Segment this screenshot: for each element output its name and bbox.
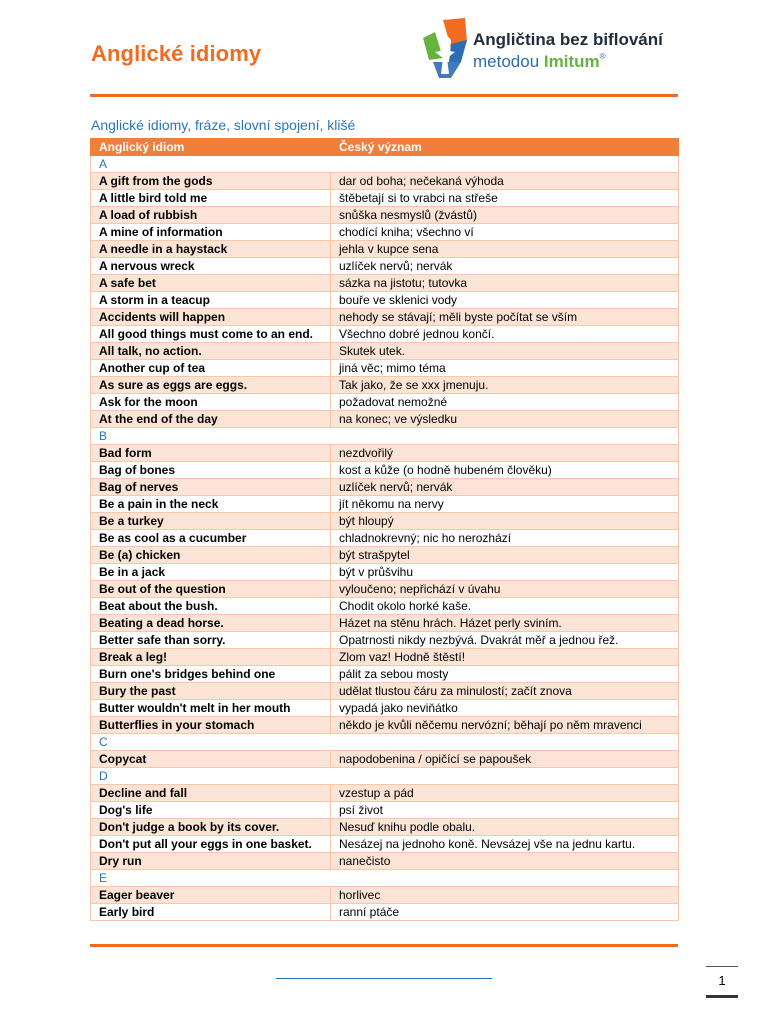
idiom-czech-meaning: Zlom vaz! Hodně štěstí! (331, 649, 679, 666)
table-row (91, 785, 679, 802)
table-row (91, 547, 679, 564)
logo-method (473, 52, 606, 72)
idiom-english: Burn one's bridges behind one (91, 666, 331, 683)
idiom-czech-meaning: vzestup a pád (331, 785, 679, 802)
idiom-czech-meaning: být v průšvihu (331, 564, 679, 581)
table-row (91, 479, 679, 496)
column-header-english: Anglický idiom (91, 139, 331, 156)
idiom-english: All good things must come to an end. (91, 326, 331, 343)
section-letter: D (91, 768, 679, 785)
idiom-czech-meaning: jehla v kupce sena (331, 241, 679, 258)
idiom-czech-meaning: kost a kůže (o hodně hubeném člověku) (331, 462, 679, 479)
table-row (91, 343, 679, 360)
idiom-english: Butterflies in your stomach (91, 717, 331, 734)
table-row (91, 224, 679, 241)
idiom-czech-meaning: psí život (331, 802, 679, 819)
idiom-czech-meaning: napodobenina / opičící se papoušek (331, 751, 679, 768)
table-row (91, 241, 679, 258)
idiom-english: Be in a jack (91, 564, 331, 581)
idiom-english: A storm in a teacup (91, 292, 331, 309)
letter-section-row (91, 768, 679, 785)
table-row (91, 292, 679, 309)
table-row (91, 496, 679, 513)
idiom-czech-meaning: Nesázej na jednoho koně. Nevsázej vše na jednu kartu. (331, 836, 679, 853)
idiom-english: Better safe than sorry. (91, 632, 331, 649)
table-row (91, 802, 679, 819)
table-row (91, 819, 679, 836)
page-number-box (706, 966, 738, 998)
idiom-english: A nervous wreck (91, 258, 331, 275)
logo-method-prefix: metodou (473, 52, 544, 71)
idiom-english: Eager beaver (91, 887, 331, 904)
table-header-row (91, 139, 679, 156)
table-row (91, 666, 679, 683)
table-row (91, 649, 679, 666)
idiom-english: Be (a) chicken (91, 547, 331, 564)
table-row (91, 751, 679, 768)
table-row (91, 632, 679, 649)
idiom-english: As sure as eggs are eggs. (91, 377, 331, 394)
table-row (91, 190, 679, 207)
idiom-czech-meaning: Házet na stěnu hrách. Házet perly sviním. (331, 615, 679, 632)
idiom-english: At the end of the day (91, 411, 331, 428)
table-row (91, 564, 679, 581)
idiom-english: Bury the past (91, 683, 331, 700)
idiom-english: Be out of the question (91, 581, 331, 598)
idiom-czech-meaning: Tak jako, že se xxx jmenuju. (331, 377, 679, 394)
table-row (91, 360, 679, 377)
idiom-czech-meaning: snůška nesmyslů (žvástů) (331, 207, 679, 224)
idiom-english: A load of rubbish (91, 207, 331, 224)
idiom-czech-meaning: uzlíček nervů; nervák (331, 258, 679, 275)
idiom-english: Break a leg! (91, 649, 331, 666)
logo-tagline: Angličtina bez biflování (473, 30, 663, 49)
table-row (91, 309, 679, 326)
idiom-czech-meaning: udělat tlustou čáru za minulostí; začít znova (331, 683, 679, 700)
idiom-english: Don't put all your eggs in one basket. (91, 836, 331, 853)
idiom-english: All talk, no action. (91, 343, 331, 360)
idiom-czech-meaning: dar od boha; nečekaná výhoda (331, 173, 679, 190)
table-row (91, 700, 679, 717)
table-row (91, 462, 679, 479)
logo-brand-name: Imitum (543, 52, 600, 71)
table-row (91, 207, 679, 224)
idiom-english: Bag of bones (91, 462, 331, 479)
table-row (91, 394, 679, 411)
table-body (91, 156, 679, 921)
idiom-czech-meaning: být hloupý (331, 513, 679, 530)
idiom-czech-meaning: někdo je kvůli něčemu nervózní; běhají po něm mravenci (331, 717, 679, 734)
idiom-english: A needle in a haystack (91, 241, 331, 258)
table-row (91, 275, 679, 292)
idiom-english: Accidents will happen (91, 309, 331, 326)
table-row (91, 904, 679, 921)
letter-section-row (91, 428, 679, 445)
idiom-english: Decline and fall (91, 785, 331, 802)
idiom-czech-meaning: jiná věc; mimo téma (331, 360, 679, 377)
footnote-separator (276, 978, 492, 979)
idioms-table (90, 138, 679, 921)
table-row (91, 598, 679, 615)
idiom-czech-meaning: ranní ptáče (331, 904, 679, 921)
column-header-czech: Český význam (331, 139, 679, 156)
idiom-english: Butter wouldn't melt in her mouth (91, 700, 331, 717)
idiom-english: Don't judge a book by its cover. (91, 819, 331, 836)
idiom-czech-meaning: jít někomu na nervy (331, 496, 679, 513)
idiom-english: A gift from the gods (91, 173, 331, 190)
idiom-czech-meaning: uzlíček nervů; nervák (331, 479, 679, 496)
table-row (91, 377, 679, 394)
header-divider (90, 94, 678, 97)
idiom-czech-meaning: horlivec (331, 887, 679, 904)
table-row (91, 530, 679, 547)
idiom-english: Dog's life (91, 802, 331, 819)
section-letter: B (91, 428, 679, 445)
idiom-czech-meaning: vypadá jako neviňátko (331, 700, 679, 717)
letter-section-row (91, 870, 679, 887)
table-row (91, 445, 679, 462)
idiom-english: Be a pain in the neck (91, 496, 331, 513)
letter-section-row (91, 734, 679, 751)
table-row (91, 853, 679, 870)
footer-divider (90, 944, 678, 947)
table-row (91, 887, 679, 904)
idiom-english: Beat about the bush. (91, 598, 331, 615)
table-row (91, 173, 679, 190)
idiom-english: A safe bet (91, 275, 331, 292)
letter-section-row (91, 156, 679, 173)
idiom-english: Dry run (91, 853, 331, 870)
table-row (91, 717, 679, 734)
section-letter: E (91, 870, 679, 887)
idiom-english: Another cup of tea (91, 360, 331, 377)
idiom-czech-meaning: chodící kniha; všechno ví (331, 224, 679, 241)
idiom-czech-meaning: štěbetají si to vrabci na střeše (331, 190, 679, 207)
table-row (91, 326, 679, 343)
idiom-czech-meaning: požadovat nemožné (331, 394, 679, 411)
section-subtitle: Anglické idiomy, fráze, slovní spojení, klišé (91, 117, 356, 133)
table-row (91, 581, 679, 598)
idiom-czech-meaning: Opatrnosti nikdy nezbývá. Dvakrát měř a jednou řež. (331, 632, 679, 649)
section-letter: A (91, 156, 679, 173)
idiom-czech-meaning: pálit za sebou mosty (331, 666, 679, 683)
idiom-czech-meaning: Chodit okolo horké kaše. (331, 598, 679, 615)
idiom-english: Bag of nerves (91, 479, 331, 496)
table-row (91, 615, 679, 632)
idiom-czech-meaning: Všechno dobré jednou končí. (331, 326, 679, 343)
registered-mark: ® (599, 52, 606, 61)
idiom-czech-meaning: Nesuď knihu podle obalu. (331, 819, 679, 836)
idiom-english: Early bird (91, 904, 331, 921)
idiom-czech-meaning: Skutek utek. (331, 343, 679, 360)
idiom-english: Ask for the moon (91, 394, 331, 411)
table-row (91, 836, 679, 853)
table-row (91, 258, 679, 275)
idiom-english: Be a turkey (91, 513, 331, 530)
idiom-english: Be as cool as a cucumber (91, 530, 331, 547)
idiom-english: A little bird told me (91, 190, 331, 207)
table-row (91, 411, 679, 428)
idiom-czech-meaning: na konec; ve výsledku (331, 411, 679, 428)
idiom-czech-meaning: bouře ve sklenici vody (331, 292, 679, 309)
idiom-english: Bad form (91, 445, 331, 462)
idiom-english: A mine of information (91, 224, 331, 241)
page-number: 1 (718, 973, 726, 988)
idiom-english: Copycat (91, 751, 331, 768)
idiom-czech-meaning: být strašpytel (331, 547, 679, 564)
idiom-czech-meaning: chladnokrevný; nic ho nerozhází (331, 530, 679, 547)
brand-logo (421, 18, 681, 80)
table-row (91, 513, 679, 530)
idiom-czech-meaning: nanečisto (331, 853, 679, 870)
table-row (91, 683, 679, 700)
idiom-czech-meaning: nezdvořilý (331, 445, 679, 462)
idiom-czech-meaning: sázka na jistotu; tutovka (331, 275, 679, 292)
idiom-czech-meaning: nehody se stávají; měli byste počítat se vším (331, 309, 679, 326)
section-letter: C (91, 734, 679, 751)
idiom-english: Beating a dead horse. (91, 615, 331, 632)
document-title: Anglické idiomy (91, 41, 262, 66)
idiom-czech-meaning: vyloučeno; nepřichází v úvahu (331, 581, 679, 598)
person-logo-icon (421, 18, 471, 80)
